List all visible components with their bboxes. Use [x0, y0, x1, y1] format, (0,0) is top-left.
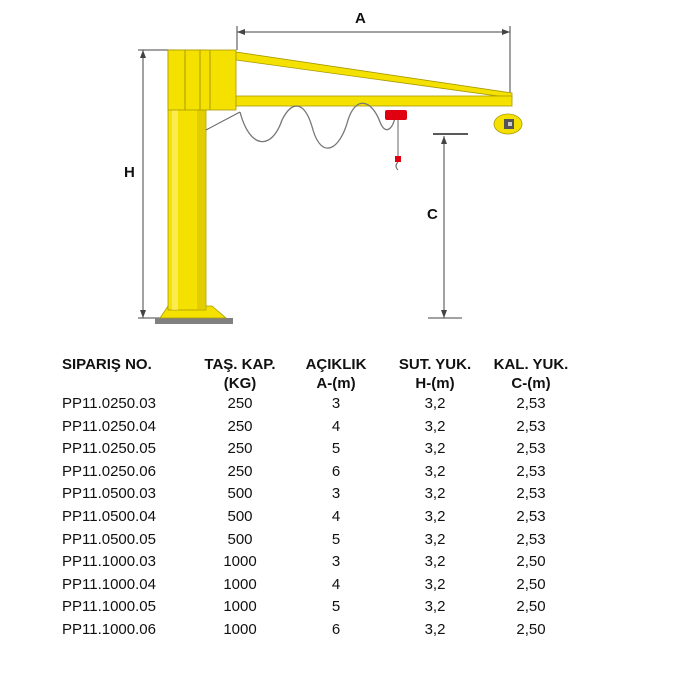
hoist [385, 110, 407, 170]
cell-lift-height: 2,53 [516, 530, 546, 548]
cell-span: 6 [331, 462, 341, 480]
cell-order-no: PP11.0250.05 [62, 440, 156, 458]
header-row [62, 355, 572, 374]
header-span: AÇIKLIK [305, 356, 367, 373]
cell-lift-height: 2,53 [516, 485, 546, 503]
cell-capacity: 250 [227, 462, 253, 480]
cell-capacity: 500 [227, 530, 253, 548]
base-plate [155, 318, 233, 324]
header-capacity-unit: (KG) [223, 375, 257, 392]
boom [236, 96, 512, 106]
jib-crane-diagram [0, 0, 700, 340]
header-column-height-unit: H-(m) [415, 375, 455, 392]
cell-order-no: PP11.0500.05 [62, 530, 156, 548]
cell-order-no: PP11.1000.06 [62, 620, 156, 638]
cell-span: 4 [331, 575, 341, 593]
table-row [62, 596, 572, 619]
dimension-h-label: H [124, 164, 135, 181]
header-order-no-unit [62, 374, 188, 393]
cell-column-height: 3,2 [424, 440, 446, 458]
cell-order-no: PP11.1000.03 [62, 553, 156, 571]
header-order-no: SIPARIŞ NO. [62, 356, 152, 373]
cell-order-no: PP11.0250.06 [62, 462, 156, 480]
header-lift-height-unit: C-(m) [511, 375, 551, 392]
cell-lift-height: 2,53 [516, 417, 546, 435]
cell-span: 5 [331, 530, 341, 548]
table-row [62, 461, 572, 484]
dimension-c [427, 134, 468, 318]
festoon-cable [240, 103, 395, 148]
table-row [62, 438, 572, 461]
cell-capacity: 1000 [223, 553, 257, 571]
pivot-head [168, 50, 236, 110]
cell-lift-height: 2,50 [516, 553, 546, 571]
cell-order-no: PP11.0500.04 [62, 507, 156, 525]
cell-lift-height: 2,53 [516, 440, 546, 458]
cell-capacity: 1000 [223, 620, 257, 638]
cell-order-no: PP11.1000.04 [62, 575, 156, 593]
spec-table [62, 355, 572, 642]
cell-lift-height: 2,50 [516, 598, 546, 616]
dimension-a-label: A [355, 10, 366, 27]
tie-rod [236, 52, 512, 98]
cell-lift-height: 2,50 [516, 620, 546, 638]
cell-capacity: 250 [227, 440, 253, 458]
cell-lift-height: 2,53 [516, 395, 546, 412]
cell-span: 4 [331, 507, 341, 525]
dimension-c-label: C [427, 206, 438, 223]
cell-column-height: 3,2 [424, 553, 446, 571]
cell-capacity: 250 [227, 395, 253, 412]
dimension-h [124, 50, 175, 318]
cell-capacity: 250 [227, 417, 253, 435]
cell-capacity: 500 [227, 485, 253, 503]
table-row [62, 619, 572, 642]
cell-lift-height: 2,53 [516, 507, 546, 525]
cell-column-height: 3,2 [424, 417, 446, 435]
header-lift-height: KAL. YUK. [493, 356, 569, 373]
cell-span: 5 [331, 598, 341, 616]
table-row [62, 393, 572, 416]
header-capacity: TAŞ. KAP. [204, 356, 276, 373]
cell-span: 3 [331, 395, 341, 412]
cell-span: 4 [331, 417, 341, 435]
header-units-row [62, 374, 572, 393]
cell-order-no: PP11.0250.03 [62, 395, 156, 412]
cell-span: 6 [331, 620, 341, 638]
table-row [62, 574, 572, 597]
header-span-unit: A-(m) [316, 375, 356, 392]
table-row [62, 551, 572, 574]
cell-lift-height: 2,53 [516, 462, 546, 480]
cell-span: 3 [331, 553, 341, 571]
table-row [62, 506, 572, 529]
cell-order-no: PP11.0500.03 [62, 485, 156, 503]
cell-column-height: 3,2 [424, 575, 446, 593]
dimension-a [237, 10, 510, 95]
cell-column-height: 3,2 [424, 507, 446, 525]
cell-column-height: 3,2 [424, 598, 446, 616]
end-roller [494, 114, 522, 134]
cell-column-height: 3,2 [424, 530, 446, 548]
header-column-height: SUT. YUK. [398, 356, 472, 373]
cell-capacity: 1000 [223, 598, 257, 616]
cell-column-height: 3,2 [424, 485, 446, 503]
spec-table-body [62, 393, 572, 642]
cell-column-height: 3,2 [424, 462, 446, 480]
cell-column-height: 3,2 [424, 395, 446, 412]
table-row [62, 483, 572, 506]
cell-capacity: 500 [227, 507, 253, 525]
cell-lift-height: 2,50 [516, 575, 546, 593]
table-row [62, 416, 572, 439]
cell-column-height: 3,2 [424, 620, 446, 638]
cell-span: 3 [331, 485, 341, 503]
cell-span: 5 [331, 440, 341, 458]
cell-order-no: PP11.0250.04 [62, 417, 156, 435]
cell-capacity: 1000 [223, 575, 257, 593]
table-row [62, 529, 572, 552]
cell-order-no: PP11.1000.05 [62, 598, 156, 616]
